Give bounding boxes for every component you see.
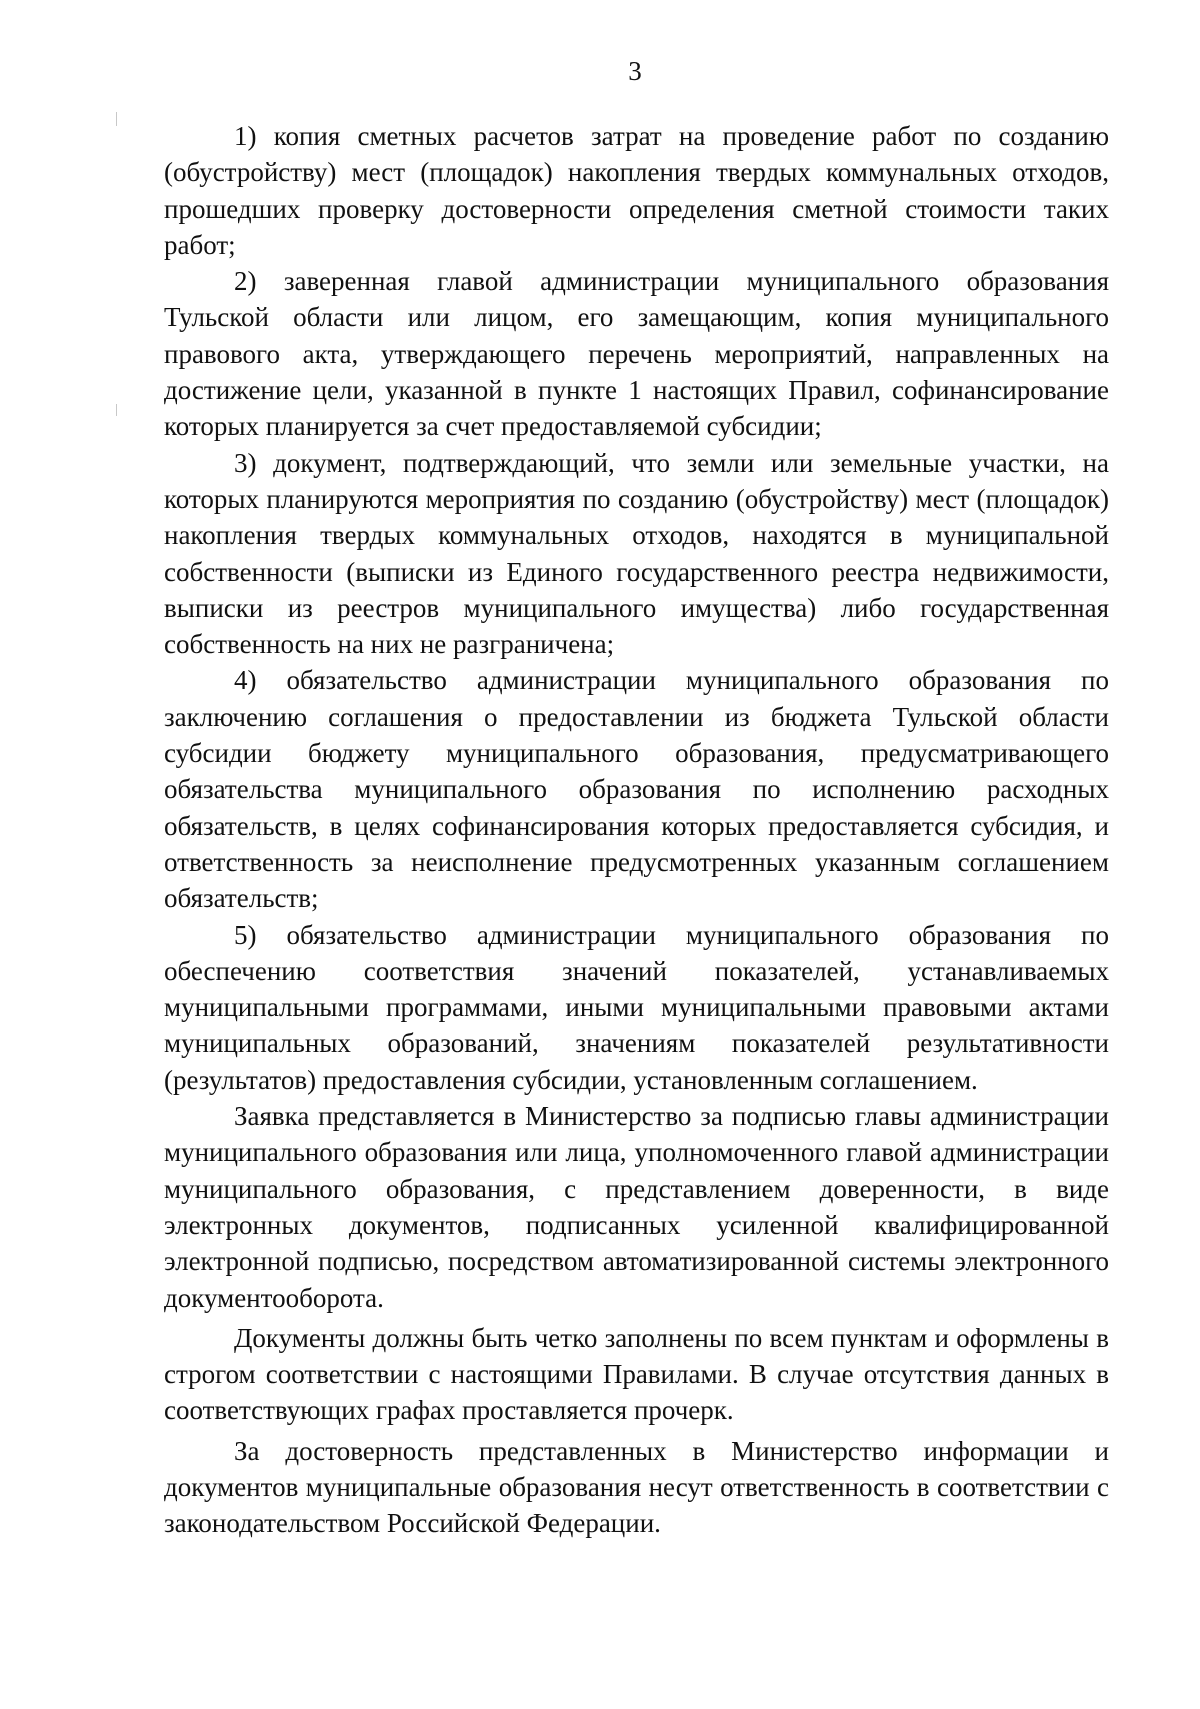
page-number: 3: [628, 56, 642, 86]
list-item-5-indicators-obligation: 5) обязательство администрации муниципального образования по обеспечению соответствия значений показателей, устанавливаемых муниципальными программами, иными муниципальными правовыми актами муниципальных образований, значениям показателей результативности (результатов) предоставления субсидии, установленным соглашением.: [164, 919, 1109, 1095]
list-item-3-land-ownership-document: 3) документ, подтверждающий, что земли или земельные участки, на которых планируются мероприятия по созданию (обустройству) мест (площадок) накопления твердых коммунальных отходов, находятся в муниципальной собственности (выписки из Единого государственного реестра недвижимости, выписки из реестров муниципального имущества) либо государственная собственность на них не разграничена;: [164, 447, 1109, 660]
list-item-2-certified-legal-act: 2) заверенная главой администрации муниципального образования Тульской области или лицом, его замещающим, копия муниципального правового акта, утверждающего перечень мероприятий, направленных на достижение цели, указанной в пункте 1 настоящих Правил, софинансирование которых планируется за счет предоставляемой субсидии;: [164, 266, 1109, 442]
document-body: [164, 118, 1109, 1542]
paragraph-document-requirements: Документы должны быть четко заполнены по всем пунктам и оформлены в строгом соответствии с настоящими Правилами. В случае отсутствия данных в соответствующих графах проставляется прочерк.: [164, 1322, 1109, 1426]
scan-margin-mark: [116, 112, 117, 126]
paragraph-application-submission: Заявка представляется в Министерство за подписью главы администрации муниципального образования или лица, уполномоченного главой администрации муниципального образования, с представлением доверенности, в виде электронных документов, подписанных усиленной квалифицированной электронной подписью, посредством автоматизированной системы электронного документооборота.: [164, 1101, 1109, 1313]
scan-margin-mark: [116, 404, 117, 416]
paragraph-responsibility: За достоверность представленных в Министерство информации и документов муниципальные образования несут ответственность в соответствии с законодательством Российской Федерации.: [164, 1435, 1109, 1539]
list-item-1-copy-of-estimates: 1) копия сметных расчетов затрат на проведение работ по созданию (обустройству) мест (площадок) накопления твердых коммунальных отходов, прошедших проверку достоверности определения сметной стоимости таких работ;: [164, 121, 1109, 260]
list-item-4-agreement-obligation: 4) обязательство администрации муниципального образования по заключению соглашения о предоставлении из бюджета Тульской области субсидии бюджету муниципального образования, предусматривающего обязательства муниципального образования по исполнению расходных обязательств, в целях софинансирования которых предоставляется субсидия, и ответственность за неисполнение предусмотренных указанным соглашением обязательств;: [164, 665, 1109, 914]
